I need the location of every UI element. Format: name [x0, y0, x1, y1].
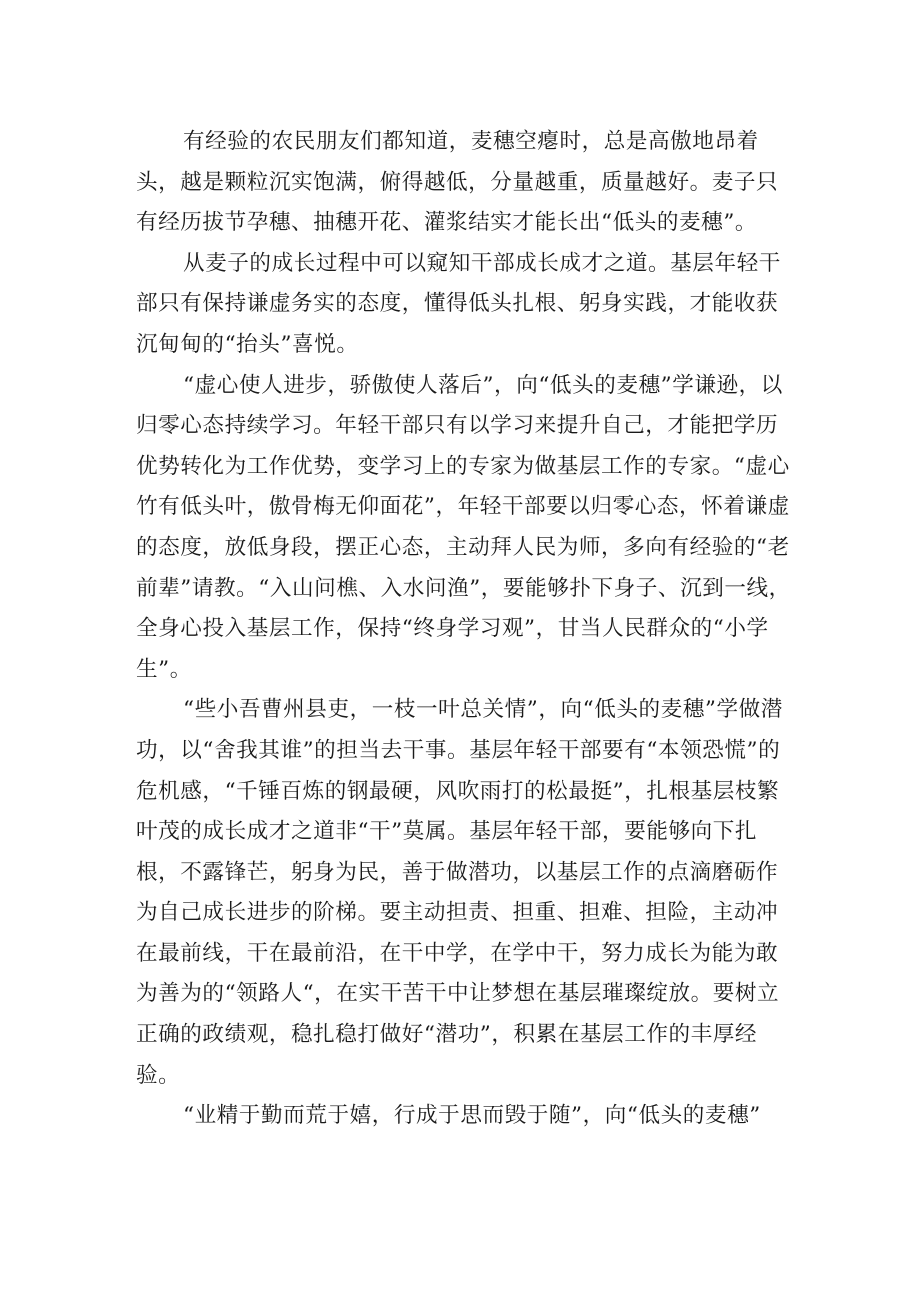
paragraph-1: 有经验的农民朋友们都知道，麦穗空瘪时，总是高傲地昂着头，越是颗粒沉实饱满，俯得越低，分量越重，质量越好。麦子只有经历拔节孕穗、抽穗开花、灌浆结实才能长出“低头的麦穗”。 — [136, 129, 779, 236]
paragraph-4: “些小吾曹州县吏，一枝一叶总关情”，向“低头的麦穗”学做潜功，以“舍我其谁”的担当去干事。基层年轻干部要有“本领恐慌”的危机感，“千锤百炼的钢最硬，风吹雨打的松最挺”，扎根基层枝繁叶茂的成长成才之道非“干”莫属。基层年轻干部，要能够向下扎根，不露锋芒，躬身为民，善于做潜功，以基层工作的点滴磨砺作为自己成长进步的阶梯。要主动担责、担重、担难、担险，主动冲在最前线，干在最前沿，在干中学，在学中干，努力成长为能为敢为善为的“领路人“，在实干苦干中让梦想在基层璀璨绽放。要树立正确的政绩观，稳扎稳打做好“潜功”，积累在基层工作的丰厚经验。 — [136, 697, 783, 1088]
paragraph-2: 从麦子的成长过程中可以窥知干部成长成才之道。基层年轻干部只有保持谦虚务实的态度，懂得低头扎根、躬身实践，才能收获沉甸甸的“抬头”喜悦。 — [136, 250, 781, 357]
document-body — [136, 122, 792, 1137]
paragraph-3: “虚心使人进步，骄傲使人落后”，向“低头的麦穗”学谦逊，以归零心态持续学习。年轻干部只有以学习来提升自己，才能把学历优势转化为工作优势，变学习上的专家为做基层工作的专家。“虚心竹有低头叶，傲骨梅无仰面花”，年轻干部要以归零心态，怀着谦虚的态度，放低身段，摆正心态，主动拜人民为师，多向有经验的“老前辈”请教。“入山问樵、入水问渔”，要能够扑下身子、沉到一线，全身心投入基层工作，保持“终身学习观”，甘当人民群众的“小学生”。 — [136, 372, 791, 682]
paragraph-5: “业精于勤而荒于嬉，行成于思而毁于随”，向“低头的麦穗” — [183, 1103, 761, 1129]
